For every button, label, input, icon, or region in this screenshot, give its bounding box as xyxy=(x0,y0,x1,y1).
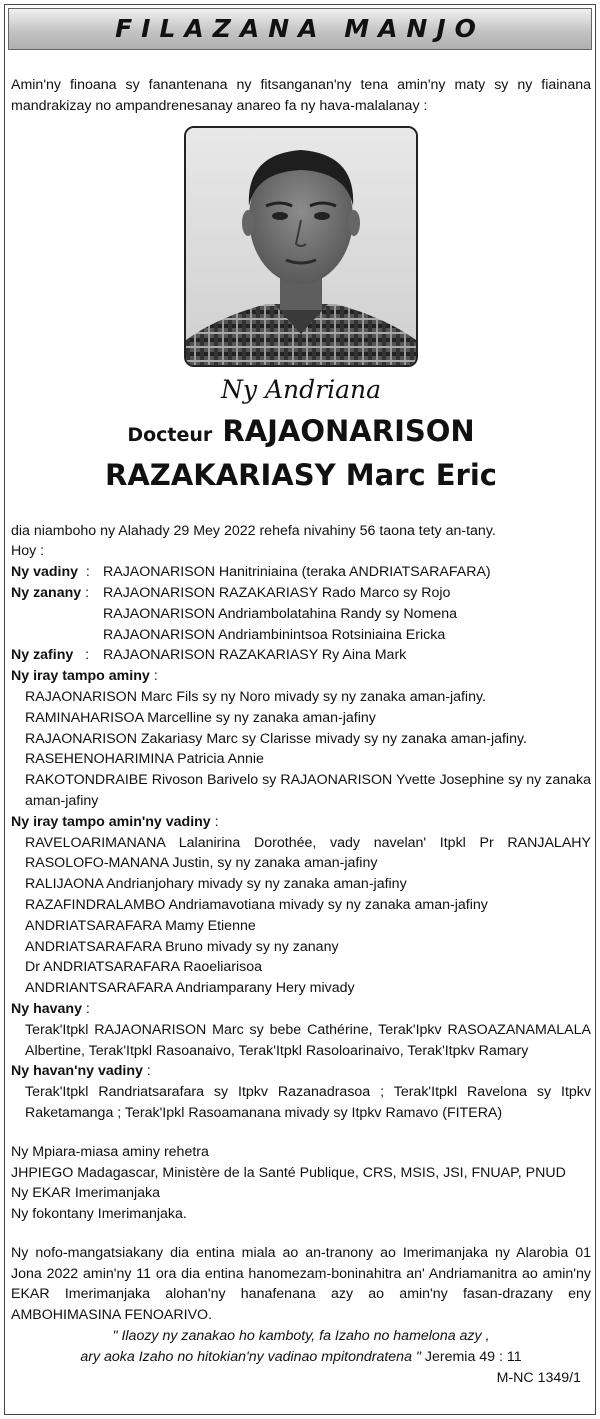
header-title: FILAZANA MANJO xyxy=(115,13,485,43)
grandchild-value: RAJAONARISON RAZAKARIASY Ry Aina Mark xyxy=(103,647,407,664)
colleagues-line: Ny EKAR Imerimanjaka xyxy=(11,1185,161,1202)
relatives-heading: Ny havany : xyxy=(11,1000,90,1017)
children-item: RAJAONARISON Andriambinintsoa Rotsiniaina Ericka xyxy=(103,626,446,643)
wife-sibling-item: ANDRIATSARAFARA Bruno mivady sy ny zanany xyxy=(25,938,339,955)
children-row: Ny zanany : RAJAONARISON RAZAKARIASY Rado Marco sy Rojo xyxy=(11,583,591,604)
verse-line-2: ary aoka Izaho no hitokian'ny vadinao mpitondratena " xyxy=(80,1348,421,1365)
deceased-name xyxy=(11,411,591,495)
colleagues-line: Ny fokontany Imerimanjaka. xyxy=(11,1206,187,1223)
colleagues-line: Ny Mpiara-miasa aminy rehetra xyxy=(11,1143,209,1160)
siblings-heading: Ny iray tampo aminy : xyxy=(11,668,158,685)
widow-value: RAJAONARISON Hanitriniaina (teraka ANDRIATSARAFARA) xyxy=(103,564,491,581)
wife-sibling-item: Dr ANDRIATSARAFARA Raoeliarisoa xyxy=(25,959,263,976)
obituary-notice xyxy=(4,4,596,1415)
bible-verse xyxy=(11,1326,591,1368)
wife-siblings-heading: Ny iray tampo amin'ny vadiny : xyxy=(11,813,219,830)
wife-sibling-item: RAVELOARIMANANA Lalanirina Dorothée, vady navelan' Itpkl Pr RANJALAHY RASOLOFO-MANANA Justin, sy ny zanaka aman-jafiny xyxy=(25,834,591,872)
wife-relatives-heading: Ny havan'ny vadiny : xyxy=(11,1063,151,1080)
children-first: RAJAONARISON RAZAKARIASY Rado Marco sy Rojo xyxy=(103,584,451,601)
widow-row: Ny vadiny : RAJAONARISON Hanitriniaina (teraka ANDRIATSARAFARA) xyxy=(11,562,591,583)
portrait-frame xyxy=(11,126,591,367)
notice-body xyxy=(11,75,591,1388)
wife-sibling-item: RAZAFINDRALAMBO Andriamavotiana mivady sy ny zanaka aman-jafiny xyxy=(25,896,488,913)
intro-text: Amin'ny finoana sy fanantenana ny fitsanganan'ny tena amin'ny maty sy ny fiainana mandrakizay no ampandrenesanay anareo fa ny hava-malalanay : xyxy=(11,77,591,114)
sibling-item: RAJAONARISON Marc Fils sy ny Noro mivady sy ny zanaka aman-jafiny. xyxy=(25,688,486,705)
wife-sibling-item: ANDRIANTSARAFARA Andriamparany Hery mivady xyxy=(25,980,355,997)
header-banner xyxy=(8,8,592,50)
sibling-item: RAKOTONDRAIBE Rivoson Barivelo sy RAJAONARISON Yvette Josephine sy ny zanaka aman-jafiny xyxy=(25,772,591,809)
portrait-image xyxy=(186,128,416,365)
portrait-photo xyxy=(184,126,418,367)
reference-code: M-NC 1349/1 xyxy=(496,1369,581,1386)
sibling-item: RAMINAHARISOA Marcelline sy ny zanaka aman-jafiny xyxy=(25,709,376,726)
children-label: Ny zanany xyxy=(11,584,82,601)
relatives-text: Terak'Itpkl RAJAONARISON Marc sy bebe Cathérine, Terak'Ipkv RASOAZANAMALALA Albertine, Terak'Itpkl Rasoanaivo, Terak'Itpkl Rasoloarinaivo, Terak'Itpkv Ramary xyxy=(25,1021,591,1059)
name-line-1: RAJAONARISON xyxy=(222,413,475,448)
hoy-label: Hoy : xyxy=(11,543,45,560)
colleagues-line: JHPIEGO Madagascar, Ministère de la Santé Publique, CRS, MSIS, JSI, FNUAP, PNUD xyxy=(11,1164,566,1181)
sibling-item: RASEHENOHARIMINA Patricia Annie xyxy=(25,751,264,768)
grandchild-row: Ny zafiny : RAJAONARISON RAZAKARIASY Ry Aina Mark xyxy=(11,645,591,666)
verse-reference: Jeremia 49 : 11 xyxy=(420,1348,522,1365)
children-item: RAJAONARISON Andriambolatahina Randy sy Nomena xyxy=(103,605,458,622)
widow-label: Ny vadiny xyxy=(11,564,79,581)
sibling-item: RAJAONARISON Zakariasy Marc sy Clarisse mivady sy ny zanaka aman-jafiny. xyxy=(25,730,527,747)
grandchild-label: Ny zafiny xyxy=(11,647,74,664)
verse-line-1: " Ilaozy ny zanakao ho kamboty, fa Izaho no hamelona azy , xyxy=(112,1328,490,1345)
death-notice: dia niamboho ny Alahady 29 Mey 2022 rehefa nivahiny 56 taona tety an-tany. xyxy=(11,522,496,539)
funeral-details: Ny nofo-mangatsiakany dia entina miala ao an-tranony ao Imerimanjaka ny Alarobia 01 Jona 2022 amin'ny 11 ora dia entina hanomezam-boninahitra an' Andriamanitra ao amin'ny EKAR Imerimanjaka alohan'ny hanafenana azy ao amin'ny fasan-drazany eny AMBOHIMASINA FENOARIVO. xyxy=(11,1244,591,1324)
wife-relatives-text: Terak'Itpkl Randriatsarafara sy Itpkv Razanadrasoa ; Terak'Itpkl Ravelona sy Itpkv Raketamanga ; Terak'Ipkl Rasoamanana mivady sy Itpkv Ramavo (FITERA) xyxy=(25,1084,591,1121)
wife-sibling-item: RALIJAONA Andrianjohary mivady sy ny zanaka aman-jafiny xyxy=(25,876,407,893)
honorific-title: Ny Andriana xyxy=(221,374,381,404)
name-prefix: Docteur xyxy=(127,423,213,446)
name-line-2: RAZAKARIASY Marc Eric xyxy=(105,457,497,492)
wife-sibling-item: ANDRIATSARAFARA Mamy Etienne xyxy=(25,917,256,934)
